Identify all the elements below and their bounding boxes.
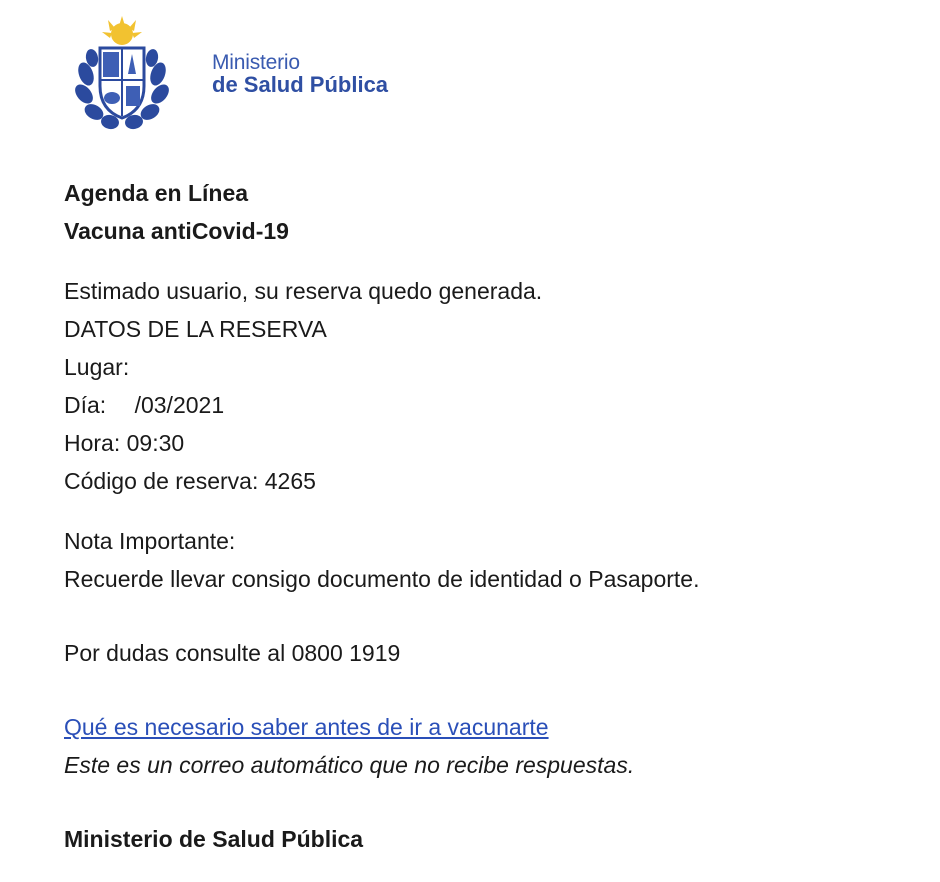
email-title-line-1: Agenda en Línea [64,180,249,206]
automatic-email-notice: Este es un correo automático que no recibe respuestas. [64,752,635,778]
time-value: 09:30 [126,430,185,456]
brand-line-2: de Salud Pública [212,72,389,97]
place-row [64,348,924,386]
uruguay-coat-of-arms-icon [72,14,172,130]
brand-line-1: Ministerio [212,51,300,74]
reservation-section-label: DATOS DE LA RESERVA [64,316,327,342]
time-label: Hora: [64,430,121,456]
place-label: Lugar: [64,354,130,380]
code-row [64,462,924,500]
greeting-text: Estimado usuario, su reserva quedo generada. [64,278,543,304]
redacted-day [113,395,135,419]
code-label: Código de reserva: [64,468,259,494]
note-label: Nota Importante: [64,528,236,554]
signature: Ministerio de Salud Pública [64,826,364,852]
code-value: 4265 [264,468,316,494]
ministry-brand [212,52,388,96]
email-body [64,174,924,858]
day-value: /03/2021 [134,392,225,418]
note-text: Recuerde llevar consigo documento de identidad o Pasaporte. [64,566,700,592]
email-header [72,14,388,130]
vaccination-info-link[interactable]: Qué es necesario saber antes de ir a vacunarte [64,714,549,740]
day-label: Día: [64,392,107,418]
contact-text: Por dudas consulte al 0800 1919 [64,640,401,666]
day-row [64,386,924,424]
email-title-line-2: Vacuna antiCovid-19 [64,218,289,244]
time-row [64,424,924,462]
